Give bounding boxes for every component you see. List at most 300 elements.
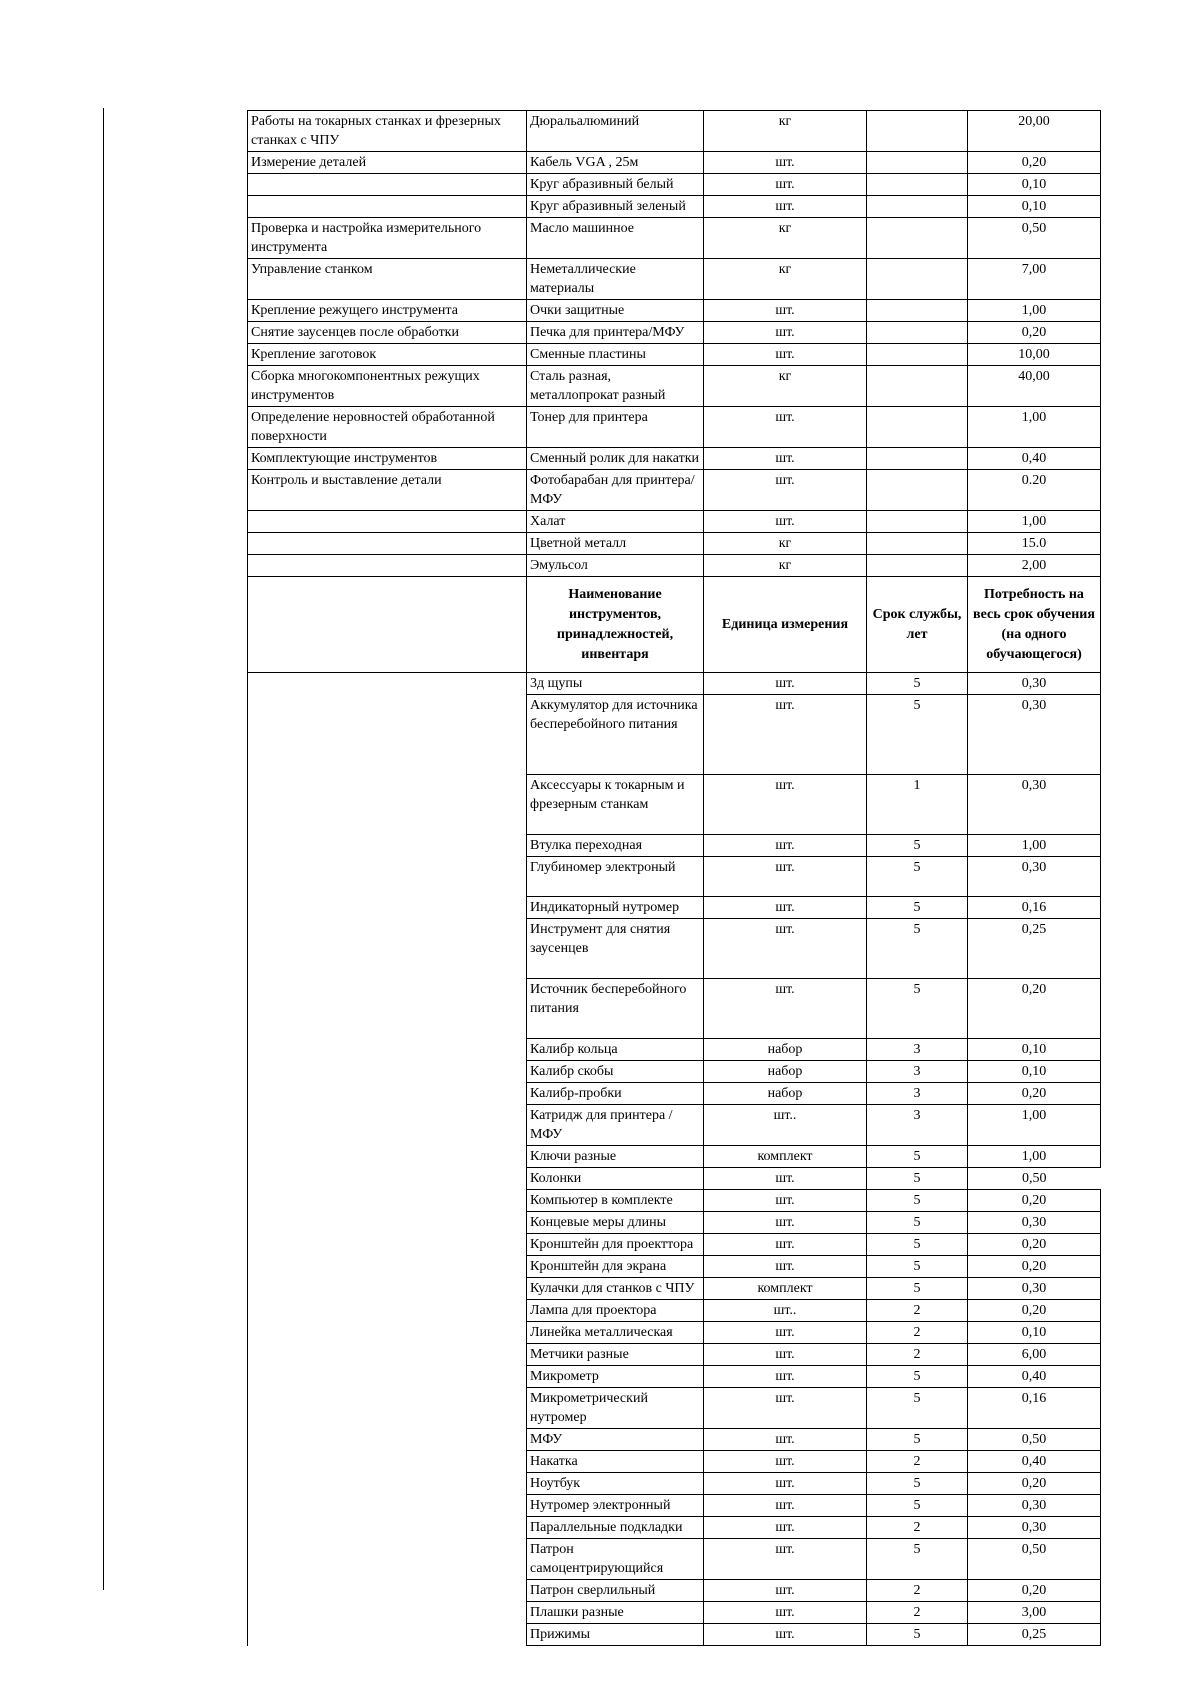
tool-unit-cell: шт. xyxy=(704,1190,867,1212)
material-work-cell: Определение неровностей обработанной поверхности xyxy=(248,407,527,448)
tool-spacer-cell xyxy=(248,1278,527,1300)
tool-row xyxy=(248,835,1101,857)
tool-life-cell: 2 xyxy=(867,1602,968,1624)
material-unit-cell: шт. xyxy=(704,300,867,322)
tool-row xyxy=(248,1580,1101,1602)
tool-need-cell: 0,50 xyxy=(968,1539,1101,1580)
tool-spacer-cell xyxy=(248,979,527,1039)
tool-need-cell: 6,00 xyxy=(968,1344,1101,1366)
tool-spacer-cell xyxy=(248,897,527,919)
tool-need-cell: 0,50 xyxy=(968,1429,1101,1451)
tool-need-cell: 0,20 xyxy=(968,1580,1101,1602)
tool-life-cell: 2 xyxy=(867,1517,968,1539)
tool-life-cell: 3 xyxy=(867,1083,968,1105)
tool-name-cell: Параллельные подкладки xyxy=(527,1517,704,1539)
tool-name-cell: Аксессуары к токарным и фрезерным станкам xyxy=(527,775,704,835)
tool-row xyxy=(248,1495,1101,1517)
material-work-cell xyxy=(248,196,527,218)
material-life-cell xyxy=(867,533,968,555)
material-name-cell: Фотобарабан для принтера/ МФУ xyxy=(527,470,704,511)
tools-section xyxy=(248,673,1101,1646)
tool-life-cell: 1 xyxy=(867,775,968,835)
tool-name-cell: Индикаторный нутромер xyxy=(527,897,704,919)
material-need-cell: 20,00 xyxy=(968,111,1101,152)
tool-spacer-cell xyxy=(248,1495,527,1517)
tool-life-cell: 5 xyxy=(867,1473,968,1495)
material-life-cell xyxy=(867,470,968,511)
material-work-cell: Комплектующие инструментов xyxy=(248,448,527,470)
material-need-cell: 0,20 xyxy=(968,322,1101,344)
tool-row xyxy=(248,1234,1101,1256)
tool-life-cell: 5 xyxy=(867,979,968,1039)
tool-unit-cell: шт. xyxy=(704,1168,867,1190)
tool-unit-cell: шт. xyxy=(704,1388,867,1429)
material-need-cell: 0,50 xyxy=(968,218,1101,259)
material-row xyxy=(248,322,1101,344)
material-name-cell: Цветной металл xyxy=(527,533,704,555)
material-unit-cell: кг xyxy=(704,555,867,577)
tool-need-cell: 0,30 xyxy=(968,1212,1101,1234)
header-name: Наименование инструментов, принадлежностей, инвентаря xyxy=(527,577,704,673)
tool-unit-cell: шт. xyxy=(704,1495,867,1517)
material-row xyxy=(248,152,1101,174)
material-row xyxy=(248,196,1101,218)
tool-need-cell: 0,25 xyxy=(968,919,1101,979)
tool-row xyxy=(248,775,1101,835)
material-row xyxy=(248,511,1101,533)
tool-row xyxy=(248,1039,1101,1061)
tool-need-cell: 0,50 xyxy=(968,1168,1101,1190)
tool-unit-cell: комплект xyxy=(704,1146,867,1168)
tool-name-cell: Калибр скобы xyxy=(527,1061,704,1083)
tool-row xyxy=(248,1278,1101,1300)
material-row xyxy=(248,344,1101,366)
material-life-cell xyxy=(867,511,968,533)
material-life-cell xyxy=(867,218,968,259)
tool-life-cell: 5 xyxy=(867,897,968,919)
material-work-cell xyxy=(248,533,527,555)
tool-row xyxy=(248,1168,1101,1190)
tool-unit-cell: шт. xyxy=(704,1451,867,1473)
tool-unit-cell: шт. xyxy=(704,1517,867,1539)
tool-need-cell: 1,00 xyxy=(968,1146,1101,1168)
material-row xyxy=(248,533,1101,555)
tool-name-cell: Патрон самоцентрирующийся xyxy=(527,1539,704,1580)
material-name-cell: Неметаллические материалы xyxy=(527,259,704,300)
material-life-cell xyxy=(867,407,968,448)
material-need-cell: 7,00 xyxy=(968,259,1101,300)
tool-name-cell: Калибр-пробки xyxy=(527,1083,704,1105)
tool-unit-cell: шт. xyxy=(704,1429,867,1451)
tool-life-cell: 5 xyxy=(867,1256,968,1278)
tool-unit-cell: шт. xyxy=(704,1366,867,1388)
tool-need-cell: 0,40 xyxy=(968,1451,1101,1473)
material-name-cell: Печка для принтера/МФУ xyxy=(527,322,704,344)
tool-life-cell: 5 xyxy=(867,1146,968,1168)
material-work-cell: Измерение деталей xyxy=(248,152,527,174)
tool-life-cell: 5 xyxy=(867,857,968,897)
tool-name-cell: Микрометрический нутромер xyxy=(527,1388,704,1429)
material-need-cell: 1,00 xyxy=(968,300,1101,322)
material-work-cell xyxy=(248,511,527,533)
tool-spacer-cell xyxy=(248,1039,527,1061)
material-name-cell: Сталь разная, металлопрокат разный xyxy=(527,366,704,407)
tool-name-cell: Микрометр xyxy=(527,1366,704,1388)
tool-unit-cell: шт. xyxy=(704,835,867,857)
tool-row xyxy=(248,1344,1101,1366)
material-unit-cell: шт. xyxy=(704,448,867,470)
page-margin-line xyxy=(103,108,104,1590)
material-need-cell: 0,10 xyxy=(968,174,1101,196)
material-need-cell: 0,10 xyxy=(968,196,1101,218)
tool-need-cell: 3,00 xyxy=(968,1602,1101,1624)
tool-row xyxy=(248,1300,1101,1322)
tool-life-cell: 5 xyxy=(867,695,968,775)
tool-row xyxy=(248,1366,1101,1388)
tool-spacer-cell xyxy=(248,919,527,979)
requirements-table xyxy=(247,110,1101,1646)
tool-name-cell: Плашки разные xyxy=(527,1602,704,1624)
materials-section xyxy=(248,111,1101,577)
material-unit-cell: кг xyxy=(704,533,867,555)
tool-need-cell: 0,20 xyxy=(968,1234,1101,1256)
tool-life-cell: 5 xyxy=(867,1234,968,1256)
header-life: Срок службы, лет xyxy=(867,577,968,673)
tool-need-cell: 1,00 xyxy=(968,1105,1101,1146)
tool-name-cell: Катридж для принтера /МФУ xyxy=(527,1105,704,1146)
tool-name-cell: Глубиномер электроный xyxy=(527,857,704,897)
tool-life-cell: 5 xyxy=(867,1429,968,1451)
tool-life-cell: 5 xyxy=(867,1278,968,1300)
material-name-cell: Кабель VGA , 25м xyxy=(527,152,704,174)
tool-spacer-cell xyxy=(248,1451,527,1473)
tool-need-cell: 0,20 xyxy=(968,1473,1101,1495)
tool-name-cell: Компьютер в комплекте xyxy=(527,1190,704,1212)
tool-spacer-cell xyxy=(248,1105,527,1146)
tool-spacer-cell xyxy=(248,1146,527,1168)
material-work-cell xyxy=(248,555,527,577)
tool-life-cell: 5 xyxy=(867,1212,968,1234)
tool-unit-cell: шт. xyxy=(704,695,867,775)
material-row xyxy=(248,366,1101,407)
material-need-cell: 40,00 xyxy=(968,366,1101,407)
material-need-cell: 1,00 xyxy=(968,511,1101,533)
tool-unit-cell: шт. xyxy=(704,1624,867,1646)
tool-life-cell: 5 xyxy=(867,835,968,857)
tool-need-cell: 0,10 xyxy=(968,1039,1101,1061)
material-life-cell xyxy=(867,448,968,470)
tool-unit-cell: шт. xyxy=(704,673,867,695)
material-life-cell xyxy=(867,322,968,344)
tool-row xyxy=(248,1602,1101,1624)
material-name-cell: Очки защитные xyxy=(527,300,704,322)
material-name-cell: Круг абразивный белый xyxy=(527,174,704,196)
tool-row xyxy=(248,1451,1101,1473)
tool-unit-cell: шт. xyxy=(704,1580,867,1602)
tool-row xyxy=(248,979,1101,1039)
material-row xyxy=(248,218,1101,259)
material-life-cell xyxy=(867,300,968,322)
tool-life-cell: 2 xyxy=(867,1322,968,1344)
tool-name-cell: Метчики разные xyxy=(527,1344,704,1366)
tool-row xyxy=(248,1429,1101,1451)
tool-need-cell: 0,10 xyxy=(968,1322,1101,1344)
tool-row xyxy=(248,1322,1101,1344)
tool-name-cell: Концевые меры длины xyxy=(527,1212,704,1234)
tool-spacer-cell xyxy=(248,1539,527,1580)
tool-unit-cell: шт. xyxy=(704,1344,867,1366)
tool-unit-cell: шт. xyxy=(704,1539,867,1580)
material-row xyxy=(248,470,1101,511)
material-life-cell xyxy=(867,111,968,152)
tool-name-cell: Ключи разные xyxy=(527,1146,704,1168)
tool-life-cell: 5 xyxy=(867,1495,968,1517)
tool-need-cell: 0,20 xyxy=(968,1256,1101,1278)
material-life-cell xyxy=(867,152,968,174)
tool-name-cell: Ноутбук xyxy=(527,1473,704,1495)
tool-unit-cell: шт. xyxy=(704,1602,867,1624)
tool-spacer-cell xyxy=(248,1602,527,1624)
material-work-cell: Контроль и выставление детали xyxy=(248,470,527,511)
material-unit-cell: шт. xyxy=(704,322,867,344)
material-need-cell: 1,00 xyxy=(968,407,1101,448)
material-life-cell xyxy=(867,344,968,366)
tool-name-cell: Кронштейн для экрана xyxy=(527,1256,704,1278)
header-need: Потребность на весь срок обучения (на одного обучающегося) xyxy=(968,577,1101,673)
material-unit-cell: шт. xyxy=(704,470,867,511)
tool-name-cell: Патрон сверлильный xyxy=(527,1580,704,1602)
material-work-cell: Работы на токарных станках и фрезерных станках с ЧПУ xyxy=(248,111,527,152)
tool-name-cell: Кронштейн для проекттора xyxy=(527,1234,704,1256)
tool-spacer-cell xyxy=(248,695,527,775)
material-work-cell: Крепление заготовок xyxy=(248,344,527,366)
material-work-cell: Крепление режущего инструмента xyxy=(248,300,527,322)
tool-name-cell: Накатка xyxy=(527,1451,704,1473)
material-name-cell: Халат xyxy=(527,511,704,533)
tool-row xyxy=(248,1146,1101,1168)
tools-header-section xyxy=(248,577,1101,673)
material-work-cell: Управление станком xyxy=(248,259,527,300)
tool-spacer-cell xyxy=(248,1344,527,1366)
tool-spacer-cell xyxy=(248,1168,527,1190)
tool-unit-cell: шт. xyxy=(704,1473,867,1495)
tool-name-cell: Нутромер электронный xyxy=(527,1495,704,1517)
material-life-cell xyxy=(867,174,968,196)
tool-spacer-cell xyxy=(248,1300,527,1322)
tool-unit-cell: комплект xyxy=(704,1278,867,1300)
tool-unit-cell: шт. xyxy=(704,1256,867,1278)
tool-unit-cell: набор xyxy=(704,1061,867,1083)
material-life-cell xyxy=(867,555,968,577)
tool-row xyxy=(248,1105,1101,1146)
tool-unit-cell: шт. xyxy=(704,897,867,919)
tool-life-cell: 2 xyxy=(867,1300,968,1322)
tool-need-cell: 0,10 xyxy=(968,1061,1101,1083)
tool-row xyxy=(248,1061,1101,1083)
material-row xyxy=(248,448,1101,470)
tool-need-cell: 0,16 xyxy=(968,897,1101,919)
material-need-cell: 0,20 xyxy=(968,152,1101,174)
tool-spacer-cell xyxy=(248,1580,527,1602)
tool-spacer-cell xyxy=(248,1190,527,1212)
tool-need-cell: 0,40 xyxy=(968,1366,1101,1388)
tool-need-cell: 0,30 xyxy=(968,673,1101,695)
tool-spacer-cell xyxy=(248,857,527,897)
tool-need-cell: 0,25 xyxy=(968,1624,1101,1646)
tool-unit-cell: шт. xyxy=(704,919,867,979)
material-work-cell xyxy=(248,174,527,196)
tool-spacer-cell xyxy=(248,835,527,857)
tool-unit-cell: шт. xyxy=(704,1212,867,1234)
tool-name-cell: Лампа для проектора xyxy=(527,1300,704,1322)
tool-row xyxy=(248,695,1101,775)
tools-header-row xyxy=(248,577,1101,673)
tool-unit-cell: шт. xyxy=(704,857,867,897)
tool-row xyxy=(248,1256,1101,1278)
header-empty-cell xyxy=(248,577,527,673)
material-name-cell: Тонер для принтера xyxy=(527,407,704,448)
material-need-cell: 0,40 xyxy=(968,448,1101,470)
tool-need-cell: 0,30 xyxy=(968,857,1101,897)
tool-life-cell: 5 xyxy=(867,919,968,979)
material-unit-cell: шт. xyxy=(704,344,867,366)
tool-row xyxy=(248,1388,1101,1429)
tool-name-cell: Калибр кольца xyxy=(527,1039,704,1061)
tool-row xyxy=(248,1473,1101,1495)
tool-row xyxy=(248,897,1101,919)
tool-spacer-cell xyxy=(248,1473,527,1495)
header-unit: Единица измерения xyxy=(704,577,867,673)
material-work-cell: Снятие заусенцев после обработки xyxy=(248,322,527,344)
tool-spacer-cell xyxy=(248,673,527,695)
tool-row xyxy=(248,1212,1101,1234)
tool-name-cell: Инструмент для снятия заусенцев xyxy=(527,919,704,979)
tool-row xyxy=(248,1083,1101,1105)
tool-need-cell: 0,20 xyxy=(968,1190,1101,1212)
tool-unit-cell: шт. xyxy=(704,1322,867,1344)
tool-spacer-cell xyxy=(248,1212,527,1234)
tool-need-cell: 0,30 xyxy=(968,1517,1101,1539)
material-need-cell: 2,00 xyxy=(968,555,1101,577)
tool-life-cell: 5 xyxy=(867,1366,968,1388)
material-need-cell: 10,00 xyxy=(968,344,1101,366)
material-work-cell: Проверка и настройка измерительного инструмента xyxy=(248,218,527,259)
material-row xyxy=(248,111,1101,152)
tool-life-cell: 5 xyxy=(867,673,968,695)
tool-spacer-cell xyxy=(248,1234,527,1256)
material-work-cell: Сборка многокомпонентных режущих инструментов xyxy=(248,366,527,407)
tool-life-cell: 5 xyxy=(867,1388,968,1429)
material-unit-cell: шт. xyxy=(704,196,867,218)
tool-row xyxy=(248,673,1101,695)
material-name-cell: Эмульсол xyxy=(527,555,704,577)
material-name-cell: Сменный ролик для накатки xyxy=(527,448,704,470)
material-unit-cell: кг xyxy=(704,111,867,152)
material-unit-cell: кг xyxy=(704,366,867,407)
tool-spacer-cell xyxy=(248,1322,527,1344)
tool-unit-cell: шт. xyxy=(704,775,867,835)
tool-spacer-cell xyxy=(248,775,527,835)
material-need-cell: 15.0 xyxy=(968,533,1101,555)
tool-name-cell: МФУ xyxy=(527,1429,704,1451)
tool-name-cell: Прижимы xyxy=(527,1624,704,1646)
tool-life-cell: 2 xyxy=(867,1451,968,1473)
tool-unit-cell: набор xyxy=(704,1039,867,1061)
tool-life-cell: 3 xyxy=(867,1105,968,1146)
tool-spacer-cell xyxy=(248,1429,527,1451)
tool-unit-cell: набор xyxy=(704,1083,867,1105)
tool-name-cell: Колонки xyxy=(527,1168,704,1190)
tool-life-cell: 5 xyxy=(867,1190,968,1212)
tool-life-cell: 5 xyxy=(867,1624,968,1646)
tool-spacer-cell xyxy=(248,1061,527,1083)
tool-life-cell: 5 xyxy=(867,1539,968,1580)
material-row xyxy=(248,174,1101,196)
tool-need-cell: 0,20 xyxy=(968,1083,1101,1105)
material-row xyxy=(248,407,1101,448)
tool-need-cell: 0,16 xyxy=(968,1388,1101,1429)
tool-row xyxy=(248,1539,1101,1580)
material-life-cell xyxy=(867,259,968,300)
tool-spacer-cell xyxy=(248,1083,527,1105)
tool-name-cell: Источник бесперебойного питания xyxy=(527,979,704,1039)
tool-need-cell: 0,30 xyxy=(968,775,1101,835)
material-row xyxy=(248,259,1101,300)
tool-spacer-cell xyxy=(248,1388,527,1429)
tool-spacer-cell xyxy=(248,1624,527,1646)
material-name-cell: Дюральалюминий xyxy=(527,111,704,152)
tool-unit-cell: шт. xyxy=(704,1234,867,1256)
material-row xyxy=(248,555,1101,577)
tool-life-cell: 3 xyxy=(867,1061,968,1083)
tool-need-cell: 1,00 xyxy=(968,835,1101,857)
tool-need-cell: 0,30 xyxy=(968,695,1101,775)
tool-unit-cell: шт.. xyxy=(704,1105,867,1146)
material-life-cell xyxy=(867,366,968,407)
tool-row xyxy=(248,919,1101,979)
tool-spacer-cell xyxy=(248,1256,527,1278)
tool-row xyxy=(248,1517,1101,1539)
tool-life-cell: 5 xyxy=(867,1168,968,1190)
tool-name-cell: 3д щупы xyxy=(527,673,704,695)
material-row xyxy=(248,300,1101,322)
tool-need-cell: 0,20 xyxy=(968,1300,1101,1322)
material-unit-cell: шт. xyxy=(704,174,867,196)
material-unit-cell: кг xyxy=(704,218,867,259)
tool-name-cell: Втулка переходная xyxy=(527,835,704,857)
tool-life-cell: 3 xyxy=(867,1039,968,1061)
material-name-cell: Круг абразивный зеленый xyxy=(527,196,704,218)
material-need-cell: 0.20 xyxy=(968,470,1101,511)
material-unit-cell: шт. xyxy=(704,152,867,174)
material-unit-cell: кг xyxy=(704,259,867,300)
material-unit-cell: шт. xyxy=(704,407,867,448)
tool-spacer-cell xyxy=(248,1366,527,1388)
tool-row xyxy=(248,857,1101,897)
tool-name-cell: Аккумулятор для источника бесперебойного питания xyxy=(527,695,704,775)
tool-life-cell: 2 xyxy=(867,1344,968,1366)
tool-name-cell: Линейка металлическая xyxy=(527,1322,704,1344)
material-name-cell: Масло машинное xyxy=(527,218,704,259)
tool-need-cell: 0,30 xyxy=(968,1495,1101,1517)
tool-row xyxy=(248,1190,1101,1212)
tool-spacer-cell xyxy=(248,1517,527,1539)
tool-need-cell: 0,30 xyxy=(968,1278,1101,1300)
tool-row xyxy=(248,1624,1101,1646)
tool-need-cell: 0,20 xyxy=(968,979,1101,1039)
material-unit-cell: шт. xyxy=(704,511,867,533)
material-name-cell: Сменные пластины xyxy=(527,344,704,366)
